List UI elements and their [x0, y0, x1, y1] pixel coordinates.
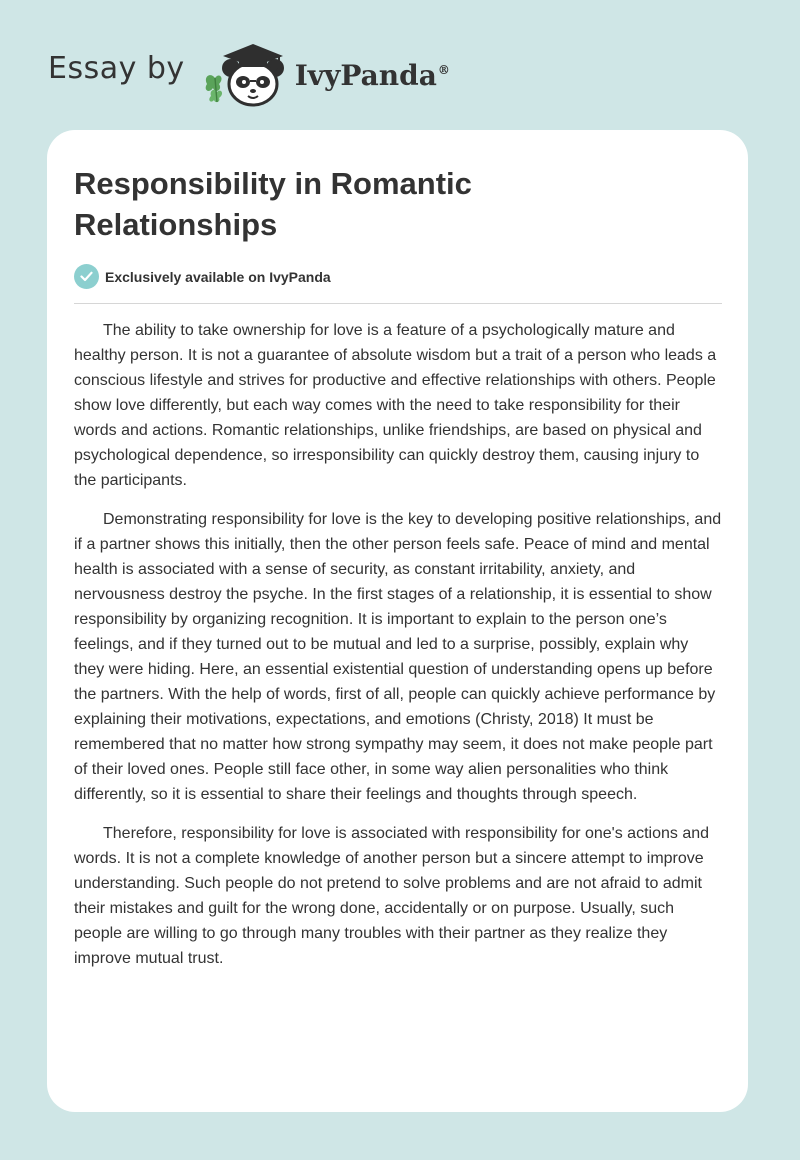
essay-card — [47, 130, 748, 1112]
paragraph: The ability to take ownership for love is a feature of a psychologically mature and healthy person. It is not a guarantee of absolute wisdom but a trait of a person who leads a conscious lifestyle and strives for productive and effective relationships with others. People show love differently, but each way comes with the need to take responsibility for their words and actions. Romantic relationships, unlike friendships, are based on physical and psychological dependence, so irresponsibility can quickly destroy them, causing injury to the participants. — [74, 322, 717, 489]
paragraph: Demonstrating responsibility for love is the key to developing positive relationships, and if a partner shows this initially, then the other person feels safe. Peace of mind and mental health is associated with a sense of security, as constant irritability, anxiety, and nervousness destroy the psyche. In the first stages of a relationship, it is essential to show responsibility by organizing recognition. It is important to explain to the person one’s feelings, and if they turned out to be mutual and led to a surprise, possibly, explain why they were hiding. Here, an essential existential question of understanding opens up before the partners. With the help of words, first of all, people can quickly achieve performance by explaining their motivations, expectations, and emotions (Christy, 2018) It must be remembered that no matter how strong sympathy may seem, it does not make people part of their loved ones. People still face other, in some way alien personalities who think differently, so it is essential to share their feelings and thoughts through speech. — [74, 511, 722, 803]
exclusive-notice — [74, 264, 331, 289]
divider — [74, 303, 722, 304]
essay-body — [74, 318, 722, 985]
exclusive-label: Exclusively available on IvyPanda — [105, 268, 331, 285]
brand-name — [295, 59, 450, 92]
registered-mark: ® — [437, 63, 450, 78]
brand-name-text: IvyPanda — [294, 58, 437, 92]
brand-header — [48, 34, 450, 110]
essay-title: Responsibility in Romantic Relationships — [74, 166, 472, 242]
panda-graduate-logo-icon — [201, 34, 293, 110]
brand-prefix: Essay by — [48, 50, 185, 86]
check-icon — [74, 264, 99, 289]
paragraph: Therefore, responsibility for love is associated with responsibility for one's actions and words. It is not a complete knowledge of another person but a sincere attempt to improve understanding. Such people do not pretend to solve problems and are not afraid to admit their mistakes and guilt for the wrong done, accidentally or on purpose. Usually, such people are willing to go through many troubles with their partner as they realize they improve mutual trust. — [74, 825, 710, 967]
